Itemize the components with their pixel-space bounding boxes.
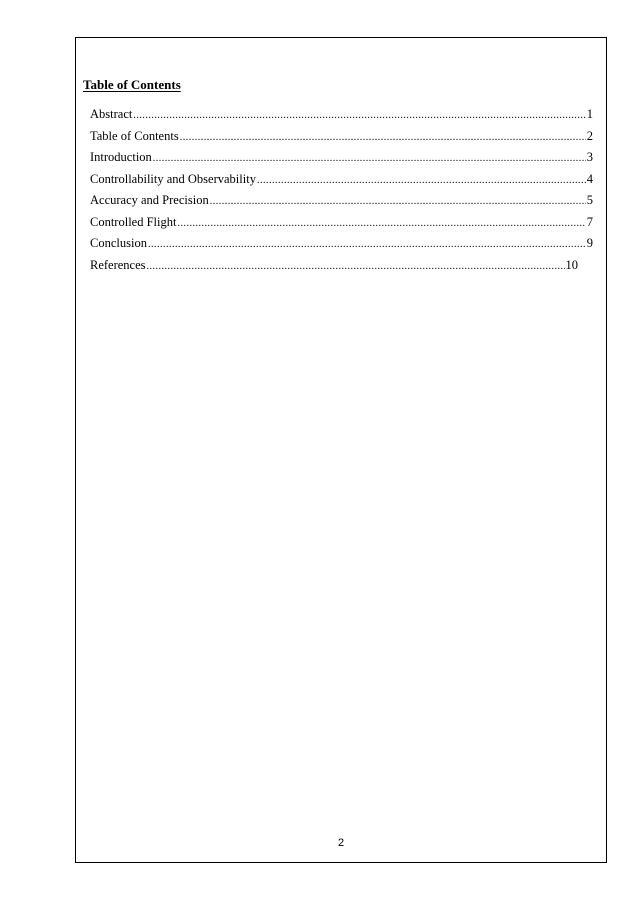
toc-entry-page: 2 [586, 128, 593, 143]
toc-entry-table-of-contents[interactable] [90, 126, 593, 148]
toc-dot-leader [133, 105, 585, 127]
toc-entry-controllability-and-observability[interactable] [90, 169, 593, 191]
page-number: 2 [337, 837, 345, 849]
toc-dot-leader [153, 148, 586, 170]
toc-entry-page: 7 [586, 214, 593, 229]
toc-entry-page: 10 [565, 257, 578, 272]
toc-entry-page: 3 [586, 150, 593, 164]
toc-entry-title: Controlled Flight [90, 214, 177, 229]
toc-dot-leader [147, 256, 565, 278]
toc-entry-controlled-flight[interactable] [90, 212, 593, 234]
toc-dot-leader [177, 213, 585, 235]
toc-entry-references[interactable] [90, 255, 578, 277]
toc-entry-introduction[interactable] [90, 147, 593, 169]
toc-heading: Table of Contents [83, 77, 181, 92]
toc-dot-leader [257, 170, 586, 192]
toc-entry-conclusion[interactable] [90, 233, 593, 255]
toc-list [90, 104, 593, 276]
toc-entry-page: 9 [586, 236, 593, 250]
toc-entry-title: References [90, 257, 146, 272]
toc-entry-accuracy-and-precision[interactable] [90, 190, 593, 212]
toc-entry-title: Abstract [90, 107, 133, 121]
toc-entry-page: 1 [586, 107, 593, 121]
toc-entry-title: Controllability and Observability [90, 171, 256, 186]
toc-entry-title: Accuracy and Precision [90, 193, 209, 207]
toc-entry-page: 5 [586, 193, 593, 207]
toc-entry-abstract[interactable] [90, 104, 593, 126]
toc-dot-leader [148, 234, 586, 256]
toc-entry-title: Conclusion [90, 236, 147, 250]
toc-entry-title: Introduction [90, 150, 152, 164]
toc-entry-page: 4 [586, 171, 593, 186]
toc-dot-leader [180, 127, 586, 149]
toc-dot-leader [210, 191, 586, 213]
toc-entry-title: Table of Contents [90, 128, 179, 143]
